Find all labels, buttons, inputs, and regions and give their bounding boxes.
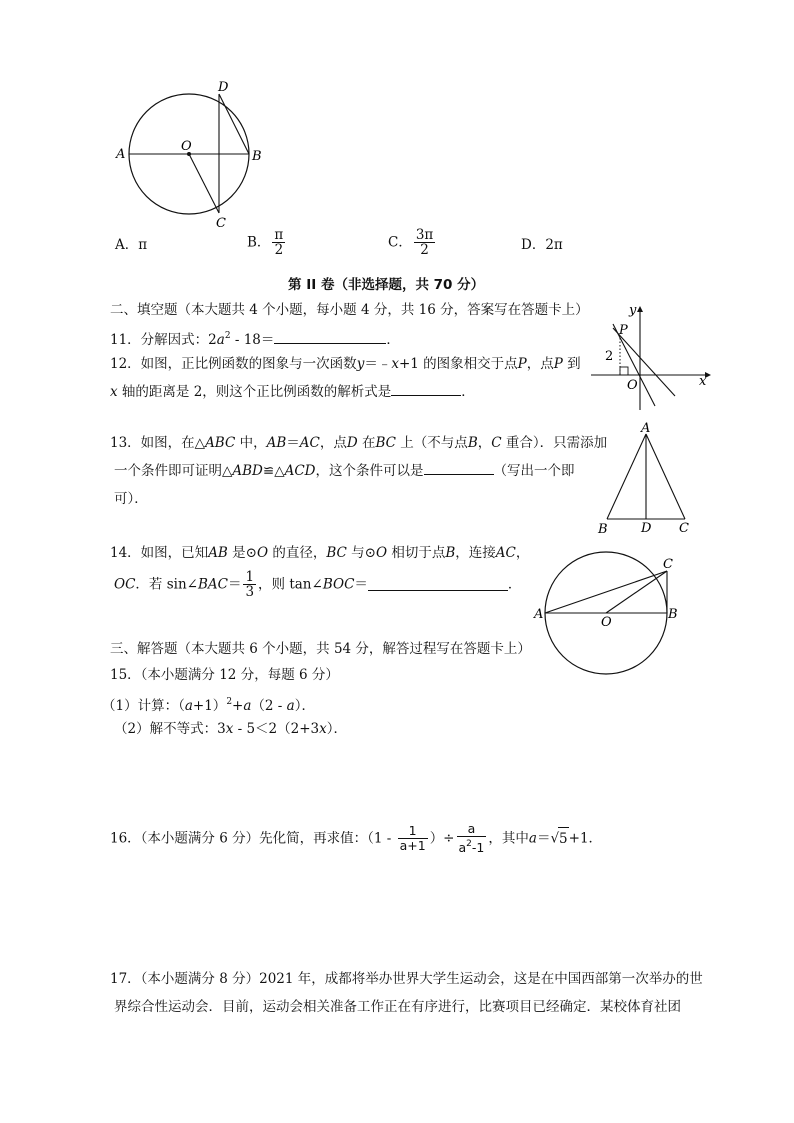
q16-eq: ＝ — [536, 830, 551, 847]
label-b: B — [252, 149, 262, 164]
tri-label-b: B — [598, 522, 608, 537]
tri-label-c: C — [679, 521, 689, 536]
label-c: C — [216, 216, 226, 228]
q14-ac: AC — [495, 545, 516, 561]
q14-t2: 是⊙ — [227, 545, 257, 561]
q13-d: D — [346, 435, 358, 451]
q11-answer-blank — [274, 331, 386, 344]
q15-p1-t4: ）． — [294, 698, 315, 714]
question-11 — [110, 327, 400, 349]
side-ac — [646, 434, 685, 519]
question-17-line1: 17．（本小题满分 8 分）2021 年，成都将举办世界大学生运动会，这是在中国西部第一次举办的世 — [110, 971, 703, 987]
q16-sqrt-sign: √ — [550, 830, 560, 847]
q12-text-5: 轴的距离是 2，则这个正比例函数的解析式是 — [117, 384, 392, 400]
label-o: O — [181, 139, 192, 154]
q13-t1: 13．如图，在△ — [110, 435, 206, 451]
q12-answer-blank — [391, 383, 461, 396]
q15-p1-plus: + — [232, 698, 244, 714]
q15-p1-a: a — [184, 698, 193, 714]
q15-p2-t3: ）． — [326, 721, 347, 737]
option-a — [115, 236, 147, 254]
q15-p2-t2: - 5＜2（2+3 — [233, 721, 320, 737]
option-b-num: π — [274, 227, 284, 243]
q13-congruent: ≌△ — [262, 463, 285, 479]
question-13-line1 — [110, 434, 607, 452]
triangle-figure — [590, 420, 700, 538]
q12-p: P — [517, 356, 527, 372]
q13-c: C — [491, 435, 502, 451]
q14-bc: BC — [326, 545, 347, 561]
tri-label-d: D — [641, 521, 652, 536]
q12-text-4: 到 — [562, 356, 581, 372]
q14-ab: AB — [208, 545, 228, 561]
option-c-num: 3π — [415, 227, 434, 243]
segment-oc-2 — [606, 571, 667, 613]
q13-t5: 上（不与点 — [396, 435, 468, 451]
question-14-line2 — [114, 570, 521, 599]
circle-figure-2 — [532, 548, 692, 678]
tri-label-a: A — [641, 421, 651, 436]
c2-label-o: O — [601, 615, 612, 630]
section3-heading: 三、解答题（本大题共 6 个小题，共 54 分，解答过程写在答题卡上） — [110, 641, 531, 657]
q11-var: a — [216, 332, 225, 348]
c2-label-b: B — [668, 607, 678, 622]
question-12-line2 — [110, 383, 475, 401]
q11-rest: - 18＝ — [230, 332, 275, 348]
q14-t6: ，连接 — [455, 545, 496, 561]
axis-label-x: x — [699, 374, 707, 389]
q13-t8: ，这个条件可以是 — [315, 463, 424, 479]
q14-answer-blank — [368, 578, 508, 591]
label-a: A — [116, 147, 126, 162]
circle-figure-1 — [110, 78, 280, 228]
segment-oc — [189, 154, 219, 213]
q14-eq: ＝ — [227, 576, 242, 593]
q16-sqrt-radicand: 5 — [558, 827, 569, 850]
q16-a: a — [528, 830, 537, 847]
q11-exp: 2 — [224, 331, 231, 341]
q14-t3: 的直径， — [268, 545, 327, 561]
q14-eq2: ＝ — [354, 576, 368, 593]
y-axis-arrow — [637, 306, 643, 312]
q12-text-2: +1 的图象相交于点 — [398, 356, 518, 372]
q14-oc: OC — [114, 576, 136, 593]
q14-t5: 相切于点 — [387, 545, 446, 561]
q15-p2-x: x — [225, 721, 234, 737]
option-b — [247, 228, 287, 257]
q14-comma: ， — [515, 545, 530, 561]
option-b-den: 2 — [274, 242, 284, 258]
q13-t6: 重合）．只需添加 — [501, 435, 608, 451]
q16-f2-num: a — [457, 822, 487, 837]
q14-o: O — [256, 545, 269, 561]
q15-p1-t2: +1） — [192, 698, 227, 714]
q16-t1: 16．（本小题满分 6 分）先化简，再求值：（1 - — [110, 830, 396, 847]
option-d-text: D．2π — [521, 237, 563, 253]
question-12-line1 — [110, 355, 581, 373]
q12-text-1: 12．如图，正比例函数的图象与一次函数 — [110, 356, 357, 372]
q13-answer-blank — [424, 462, 494, 475]
origin-label-o: O — [627, 378, 638, 393]
option-a-text: A．π — [115, 237, 148, 253]
question-17-line2: 界综合性运动会．目前，运动会相关准备工作正在有序进行，比赛项目已经确定．某校体育社团 — [114, 999, 681, 1015]
q16-f1-den: a+1 — [399, 838, 426, 853]
q12-y: y — [356, 356, 365, 372]
q14-t1: 14．如图，已知 — [110, 545, 209, 561]
q14-frac-num: 1 — [245, 569, 255, 585]
q13-t7: 一个条件即可证明△ — [114, 463, 233, 479]
q16-f1-num: 1 — [398, 824, 428, 839]
q11-prefix: 11．分解因式：2 — [110, 332, 217, 348]
option-b-fraction — [272, 228, 285, 257]
q14-t4: 与⊙ — [346, 545, 376, 561]
q13-abc: ABC — [205, 435, 236, 451]
c2-label-c: C — [663, 557, 673, 572]
q15-p1-exp: 2 — [226, 697, 233, 707]
question-15-title: 15．（本小题满分 12 分，每题 6 分） — [110, 667, 339, 683]
q13-bc: BC — [375, 435, 397, 451]
q16-t3: ，其中 — [488, 830, 529, 847]
question-16 — [110, 822, 602, 855]
right-angle-mark — [620, 367, 628, 375]
label-d: D — [218, 80, 229, 95]
q13-t4: 在 — [357, 435, 376, 451]
q15-p1-a2: a — [243, 698, 252, 714]
option-c — [388, 228, 437, 257]
question-13-line3: 可）． — [114, 491, 148, 507]
q12-text-3: ，点 — [526, 356, 554, 372]
section2-heading: 二、填空题（本大题共 4 个小题，每小题 4 分，共 16 分，答案写在答题卡上） — [110, 302, 589, 318]
q12-x-axis: x — [110, 384, 118, 400]
q13-abd: ABD — [232, 463, 263, 479]
q13-comma: ， — [477, 435, 492, 451]
line-linear — [613, 328, 675, 396]
q15-p2-t1: （2）解不等式：3 — [114, 721, 226, 737]
question-15-part2 — [114, 720, 347, 738]
q12-x: x — [391, 356, 399, 372]
part2-title: 第 II 卷（非选择题，共 70 分） — [288, 277, 485, 293]
option-d — [521, 236, 563, 254]
segment-ac — [545, 571, 667, 613]
q16-fraction-1 — [398, 824, 428, 853]
option-c-den: 2 — [420, 242, 429, 258]
q13-ab: AB — [266, 435, 287, 451]
q16-f2-den-a: a — [458, 840, 467, 855]
q15-p2-x2: x — [319, 721, 327, 737]
q14-t7: ．若 sin∠ — [135, 576, 198, 593]
question-15-part1 — [102, 693, 315, 715]
q12-eq: ＝﹣ — [364, 356, 392, 372]
q11-end: ． — [386, 332, 400, 348]
q15-p1-t3: （2 - — [251, 698, 287, 714]
q16-fraction-2 — [457, 822, 487, 855]
q14-t8: ，则 tan∠ — [258, 576, 323, 593]
q12-end: ． — [461, 384, 475, 400]
q15-p1-t1: （1）计算：（ — [102, 698, 185, 714]
q14-o2: O — [375, 545, 388, 561]
q13-eq: ＝ — [286, 435, 300, 451]
option-c-fraction — [414, 228, 435, 257]
q13-t2: 中， — [235, 435, 267, 451]
q16-t4: +1． — [568, 830, 603, 847]
q16-t2: ）÷ — [429, 830, 455, 847]
question-14-line1 — [110, 544, 529, 562]
option-b-label: B． — [247, 234, 271, 251]
q16-f2-den — [457, 837, 487, 855]
q16-f2-den-b: -1 — [471, 840, 485, 855]
c2-label-a: A — [534, 607, 544, 622]
q13-t3: ，点 — [319, 435, 347, 451]
q14-end: ． — [507, 576, 522, 593]
segment-db — [219, 94, 249, 154]
q13-acd: ACD — [284, 463, 316, 479]
q13-t9: （写出一个即 — [493, 463, 575, 479]
q13-ac: AC — [299, 435, 320, 451]
option-c-label: C． — [388, 234, 412, 251]
point-label-p: P — [619, 323, 628, 338]
axes-figure — [585, 298, 715, 413]
q14-bac: BAC — [197, 576, 228, 593]
q12-p2: P — [553, 356, 563, 372]
q16-f2-den-exp: 2 — [466, 839, 472, 849]
question-13-line2 — [114, 462, 575, 480]
q14-boc: BOC — [322, 576, 355, 593]
side-ab — [607, 434, 646, 519]
distance-label-2: 2 — [605, 349, 614, 364]
q14-fraction — [243, 570, 256, 599]
q13-b: B — [467, 435, 478, 451]
q14-frac-den: 3 — [245, 584, 255, 600]
q15-p1-a3: a — [286, 698, 295, 714]
q14-b: B — [445, 545, 456, 561]
axis-label-y: y — [629, 303, 637, 318]
